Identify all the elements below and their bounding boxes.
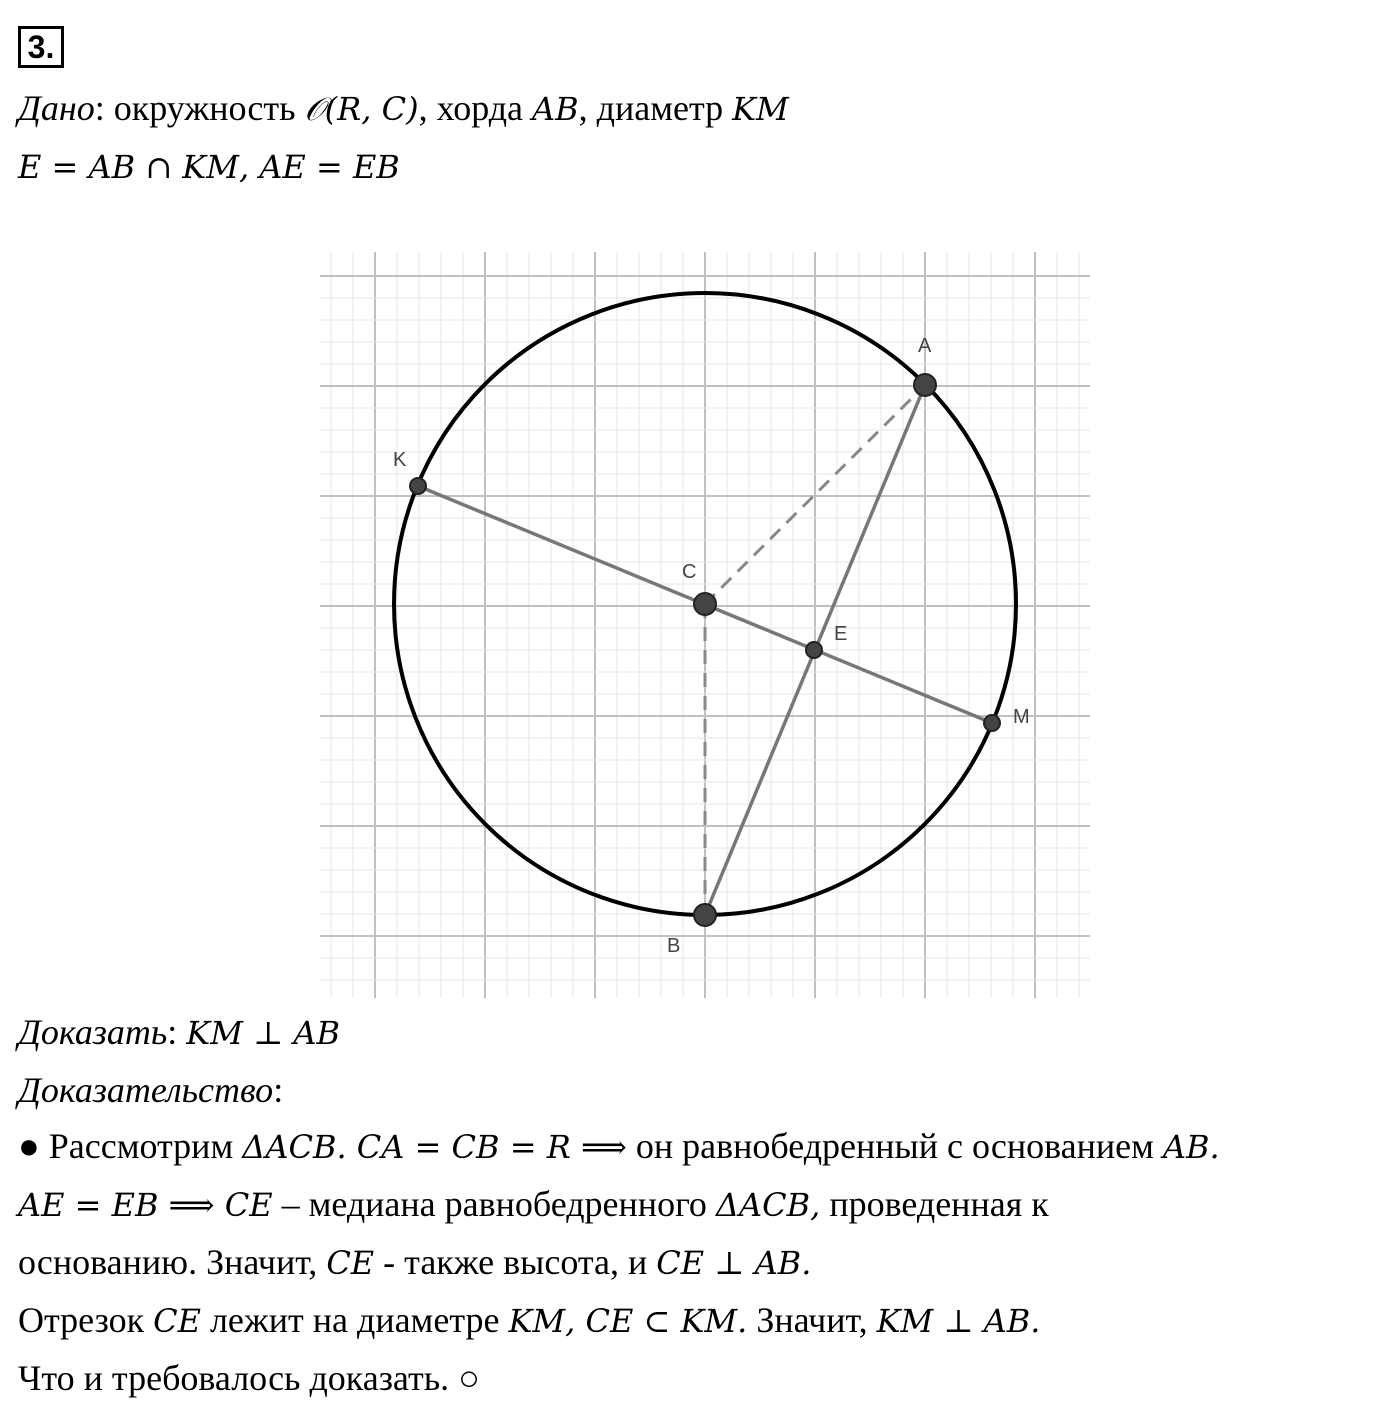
label-m: M: [1013, 706, 1030, 728]
proof-heading: Доказательство:: [18, 1070, 284, 1110]
given-text-diameter: , диаметр: [578, 88, 724, 128]
problem-number: 3.: [18, 26, 64, 68]
proof-l1-math-2: AB.: [1162, 1128, 1220, 1166]
prove-line: Доказать: KM ⊥ AB: [18, 1012, 341, 1052]
proof-l2-math-1: AE = EB ⟹ CE: [18, 1186, 273, 1224]
proof-l3-math-2: CE ⊥ AB.: [656, 1244, 812, 1282]
given-line-2: [18, 144, 400, 189]
proof-l1-math-1: ΔACB. CA = CB = R ⟹: [242, 1128, 627, 1166]
proof-l4-text-3: Значит,: [756, 1300, 868, 1340]
proof-line-1: [18, 1124, 1220, 1169]
proof-l4-text-1: Отрезок: [18, 1300, 145, 1340]
proof-line-3: [18, 1240, 811, 1285]
proof-l1-text-2: он равнобедренный с основанием: [635, 1126, 1154, 1166]
proof-line-5: [18, 1356, 480, 1400]
given-chord-math: AB: [532, 90, 579, 128]
given-label: Дано: [18, 88, 95, 128]
point-a: [914, 374, 936, 396]
proof-l4-math-3: KM ⊥ AB.: [876, 1302, 1041, 1340]
proof-l2-text-1: – медиана равнобедренного: [281, 1184, 707, 1224]
label-e: E: [834, 623, 848, 645]
proof-l4-math-2: KM, CE ⊂ KM.: [508, 1302, 748, 1340]
label-a: A: [918, 335, 932, 357]
point-c: [694, 593, 716, 615]
proof-conclusion-text: Что и требовалось доказать.: [18, 1358, 450, 1398]
prove-math: KM ⊥ AB: [186, 1014, 341, 1052]
proof-line-4: [18, 1298, 1040, 1343]
proof-line-2: [18, 1182, 1049, 1227]
given-text-circle: окружность: [113, 88, 296, 128]
proof-l3-math-1: CE: [326, 1244, 375, 1282]
proof-l3-text-1: основанию. Значит,: [18, 1242, 318, 1282]
proof-l2-text-2: проведенная к: [829, 1184, 1049, 1224]
point-b: [694, 904, 716, 926]
prove-label: Доказать: [18, 1012, 168, 1052]
given-condition-math: E = AB ∩ KM, AE = EB: [18, 148, 400, 186]
given-line-1: Дано: окружность 𝒪(R, C), хорда AB, диаметр KM: [18, 88, 789, 128]
point-m: [984, 715, 1000, 731]
given-text-chord: , хорда: [418, 88, 524, 128]
proof-label: Доказательство: [18, 1070, 274, 1110]
given-diameter-math: KM: [732, 90, 789, 128]
label-c: C: [682, 561, 697, 583]
proof-l3-text-2: - также высота, и: [383, 1242, 648, 1282]
label-b: B: [667, 935, 681, 957]
qed-symbol: ○: [458, 1358, 480, 1398]
proof-l4-text-2: лежит на диаметре: [209, 1300, 500, 1340]
geometry-figure: [320, 252, 1090, 998]
proof-l1-text-1: ● Рассмотрим: [18, 1126, 234, 1166]
proof-l2-math-2: ΔACB,: [715, 1186, 821, 1224]
proof-l4-math-1: CE: [153, 1302, 201, 1340]
point-k: [410, 478, 426, 494]
given-circle-math: 𝒪(R, C): [304, 90, 419, 128]
label-k: K: [393, 449, 407, 471]
point-e: [806, 642, 822, 658]
